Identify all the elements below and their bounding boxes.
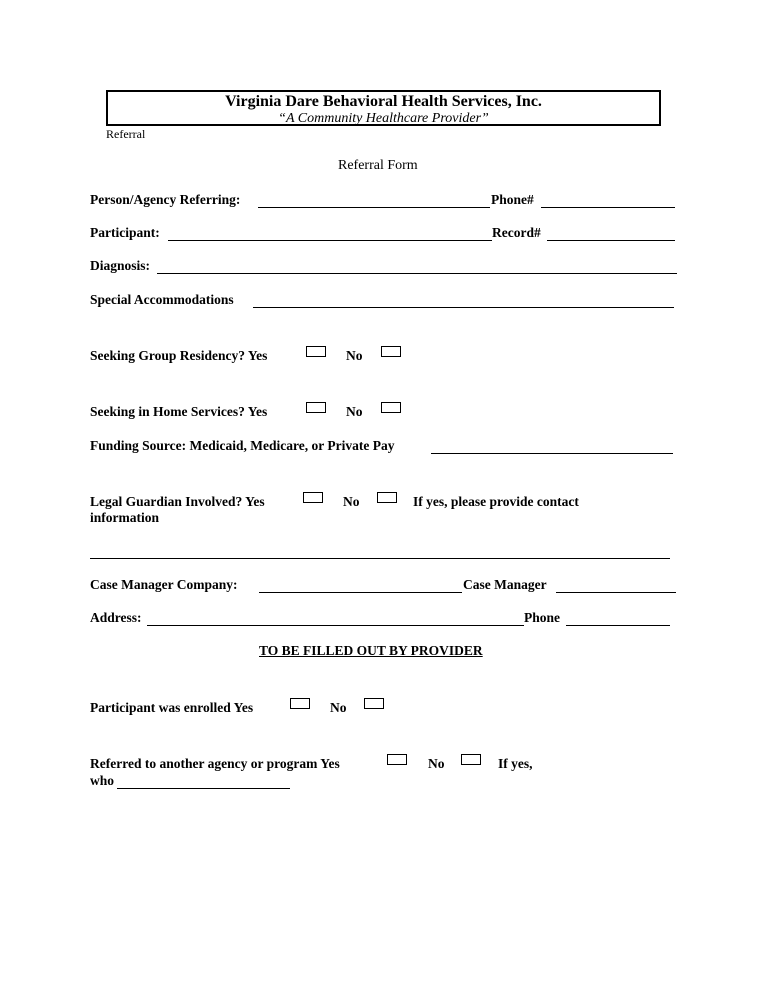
home-services-yes-checkbox[interactable] bbox=[306, 402, 326, 413]
address-line[interactable] bbox=[147, 625, 524, 626]
funding-source-label: Funding Source: Medicaid, Medicare, or Private Pay bbox=[90, 438, 395, 453]
diagnosis-line[interactable] bbox=[157, 273, 677, 274]
enrolled-no-label: No bbox=[330, 700, 347, 715]
person-agency-label: Person/Agency Referring: bbox=[90, 192, 241, 207]
phone2-line[interactable] bbox=[566, 625, 670, 626]
group-residency-yes-checkbox[interactable] bbox=[306, 346, 326, 357]
enrolled-label: Participant was enrolled Yes bbox=[90, 700, 254, 715]
form-title: Referral Form bbox=[338, 158, 418, 173]
record-label: Record# bbox=[492, 225, 541, 240]
doc-label: Referral bbox=[106, 127, 146, 141]
group-residency-label: Seeking Group Residency? Yes bbox=[90, 348, 268, 363]
case-manager-company-label: Case Manager Company: bbox=[90, 577, 238, 592]
organization-name: Virginia Dare Behavioral Health Services, Inc. bbox=[225, 93, 542, 110]
group-residency-no-label: No bbox=[346, 348, 363, 363]
special-accommodations-label: Special Accommodations bbox=[90, 292, 234, 307]
who-line[interactable] bbox=[117, 788, 290, 789]
header-box bbox=[106, 90, 661, 126]
referred-label: Referred to another agency or program Yes bbox=[90, 756, 340, 771]
referred-ifyes-label: If yes, bbox=[498, 756, 533, 771]
case-manager-company-line[interactable] bbox=[259, 592, 462, 593]
legal-guardian-info-label: information bbox=[90, 510, 159, 525]
person-agency-line[interactable] bbox=[258, 207, 490, 208]
funding-source-line[interactable] bbox=[431, 453, 673, 454]
case-manager-line[interactable] bbox=[556, 592, 676, 593]
who-label: who bbox=[90, 773, 115, 788]
legal-guardian-no-label: No bbox=[343, 494, 360, 509]
phone-label: Phone# bbox=[491, 192, 534, 207]
participant-line[interactable] bbox=[168, 240, 492, 241]
referred-no-label: No bbox=[428, 756, 445, 771]
special-accommodations-line[interactable] bbox=[253, 307, 674, 308]
referred-no-checkbox[interactable] bbox=[461, 754, 481, 765]
legal-guardian-ifyes-label: If yes, please provide contact bbox=[413, 494, 579, 509]
enrolled-yes-checkbox[interactable] bbox=[290, 698, 310, 709]
home-services-no-label: No bbox=[346, 404, 363, 419]
diagnosis-label: Diagnosis: bbox=[90, 258, 151, 273]
legal-guardian-no-checkbox[interactable] bbox=[377, 492, 397, 503]
organization-tagline: “A Community Healthcare Provider” bbox=[278, 111, 489, 126]
legal-guardian-label: Legal Guardian Involved? Yes bbox=[90, 494, 265, 509]
address-label: Address: bbox=[90, 610, 142, 625]
legal-guardian-yes-checkbox[interactable] bbox=[303, 492, 323, 503]
provider-section-heading: TO BE FILLED OUT BY PROVIDER bbox=[259, 643, 483, 658]
case-manager-label: Case Manager bbox=[463, 577, 547, 592]
phone2-label: Phone bbox=[524, 610, 561, 625]
enrolled-no-checkbox[interactable] bbox=[364, 698, 384, 709]
participant-label: Participant: bbox=[90, 225, 160, 240]
phone-line[interactable] bbox=[541, 207, 675, 208]
record-line[interactable] bbox=[547, 240, 675, 241]
home-services-no-checkbox[interactable] bbox=[381, 402, 401, 413]
legal-guardian-info-line[interactable] bbox=[90, 558, 670, 559]
home-services-label: Seeking in Home Services? Yes bbox=[90, 404, 268, 419]
referred-yes-checkbox[interactable] bbox=[387, 754, 407, 765]
group-residency-no-checkbox[interactable] bbox=[381, 346, 401, 357]
